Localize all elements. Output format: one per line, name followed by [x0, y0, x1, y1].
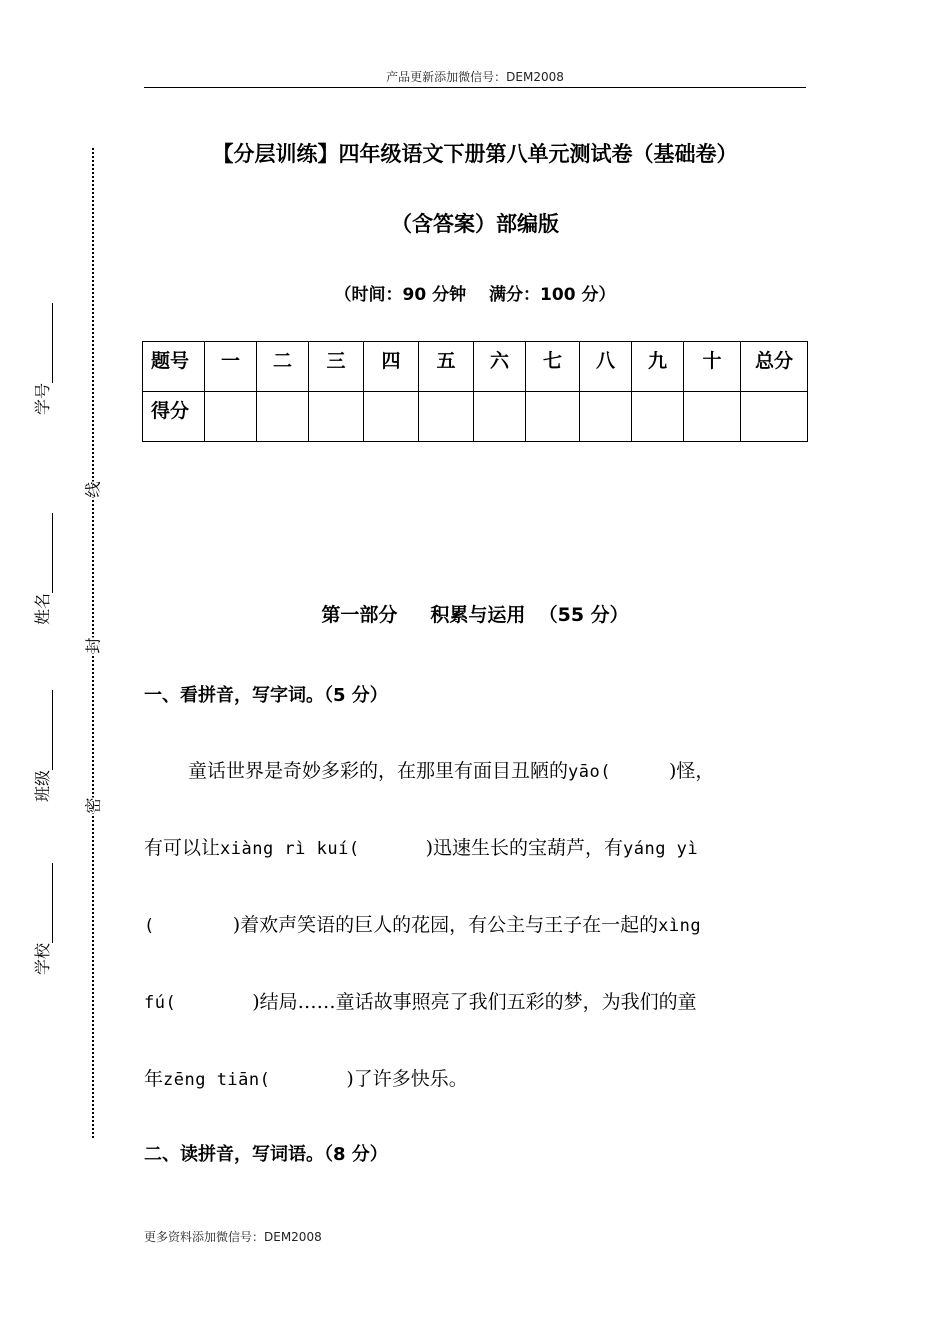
field-line[interactable] — [38, 863, 53, 943]
school-field — [30, 863, 53, 975]
score-cell — [580, 392, 632, 442]
field-line[interactable] — [38, 513, 53, 593]
column-header: 九 — [632, 342, 684, 392]
page-title: 【分层训练】四年级语文下册第八单元测试卷（基础卷） — [212, 142, 738, 166]
field-line[interactable] — [38, 690, 53, 770]
question-1-passage — [144, 733, 806, 1118]
score-cell — [741, 392, 808, 442]
score-table — [142, 341, 808, 442]
score-cell — [632, 392, 684, 442]
pinyin: xìng — [658, 916, 702, 936]
class-field — [30, 690, 53, 802]
column-header: 八 — [580, 342, 632, 392]
score-cell — [205, 392, 257, 442]
text: )结局……童话故事照亮了我们五彩的梦，为我们的童 — [252, 991, 697, 1013]
field-label: 学校 — [33, 942, 52, 975]
score-cell — [419, 392, 474, 442]
question-1-title: 一、看拼音，写字词。（5 分） — [144, 685, 388, 706]
pinyin: yāo( — [568, 762, 611, 782]
page-footer-text: 更多资料添加微信号：DEM2008 — [144, 1230, 322, 1244]
binding-mark-secret: 密 — [79, 797, 106, 813]
text: 有可以让 — [144, 837, 221, 859]
pinyin: yáng yì — [623, 839, 699, 859]
text: 年 — [144, 1068, 164, 1090]
field-label: 姓名 — [33, 592, 52, 625]
text: )了许多快乐。 — [346, 1068, 468, 1090]
page-header-text: 产品更新添加微信号：DEM2008 — [386, 70, 564, 84]
column-header: 十 — [684, 342, 741, 392]
binding-mark-line: 线 — [79, 481, 106, 497]
text: )怪， — [668, 760, 715, 782]
column-header: 一 — [205, 342, 257, 392]
row-label-score: 得分 — [143, 392, 205, 442]
student-id-field — [30, 303, 53, 415]
passage-line — [144, 964, 806, 1041]
row-label-question: 题号 — [143, 342, 205, 392]
table-row — [143, 342, 808, 392]
text: )着欢声笑语的巨人的花园，有公主与王子在一起的 — [232, 914, 659, 936]
column-header: 六 — [474, 342, 526, 392]
pinyin: fú( — [144, 993, 177, 1013]
question-2-title: 二、读拼音，写词语。（8 分） — [144, 1144, 388, 1165]
text: )迅速生长的宝葫芦，有 — [425, 837, 623, 859]
binding-mark-seal: 封 — [79, 637, 106, 653]
text: 童话世界是奇妙多彩的，在那里有面目丑陋的 — [188, 760, 569, 782]
exam-meta: （时间：90 分钟 满分：100 分） — [334, 285, 616, 305]
page-title-line2: （含答案）部编版 — [391, 212, 559, 236]
score-cell — [364, 392, 419, 442]
field-label: 班级 — [33, 769, 52, 802]
pinyin: ( — [144, 916, 155, 936]
pinyin: zēng tiān( — [163, 1070, 271, 1090]
score-cell — [257, 392, 309, 442]
passage-line — [144, 887, 806, 964]
passage-line — [144, 733, 806, 810]
student-name-field — [30, 513, 53, 625]
column-header: 二 — [257, 342, 309, 392]
column-header: 五 — [419, 342, 474, 392]
column-header: 三 — [309, 342, 364, 392]
score-cell — [309, 392, 364, 442]
score-cell — [526, 392, 580, 442]
score-cell — [474, 392, 526, 442]
passage-line — [144, 810, 806, 887]
passage-line — [144, 1041, 806, 1118]
pinyin: xiàng rì kuí( — [220, 839, 360, 859]
header-rule — [144, 87, 806, 88]
field-label: 学号 — [33, 382, 52, 415]
column-header: 七 — [526, 342, 580, 392]
field-line[interactable] — [38, 303, 53, 383]
score-cell — [684, 392, 741, 442]
column-header: 四 — [364, 342, 419, 392]
column-header: 总分 — [741, 342, 808, 392]
part-title: 第一部分 积累与运用 （55 分） — [321, 604, 629, 626]
table-row — [143, 392, 808, 442]
